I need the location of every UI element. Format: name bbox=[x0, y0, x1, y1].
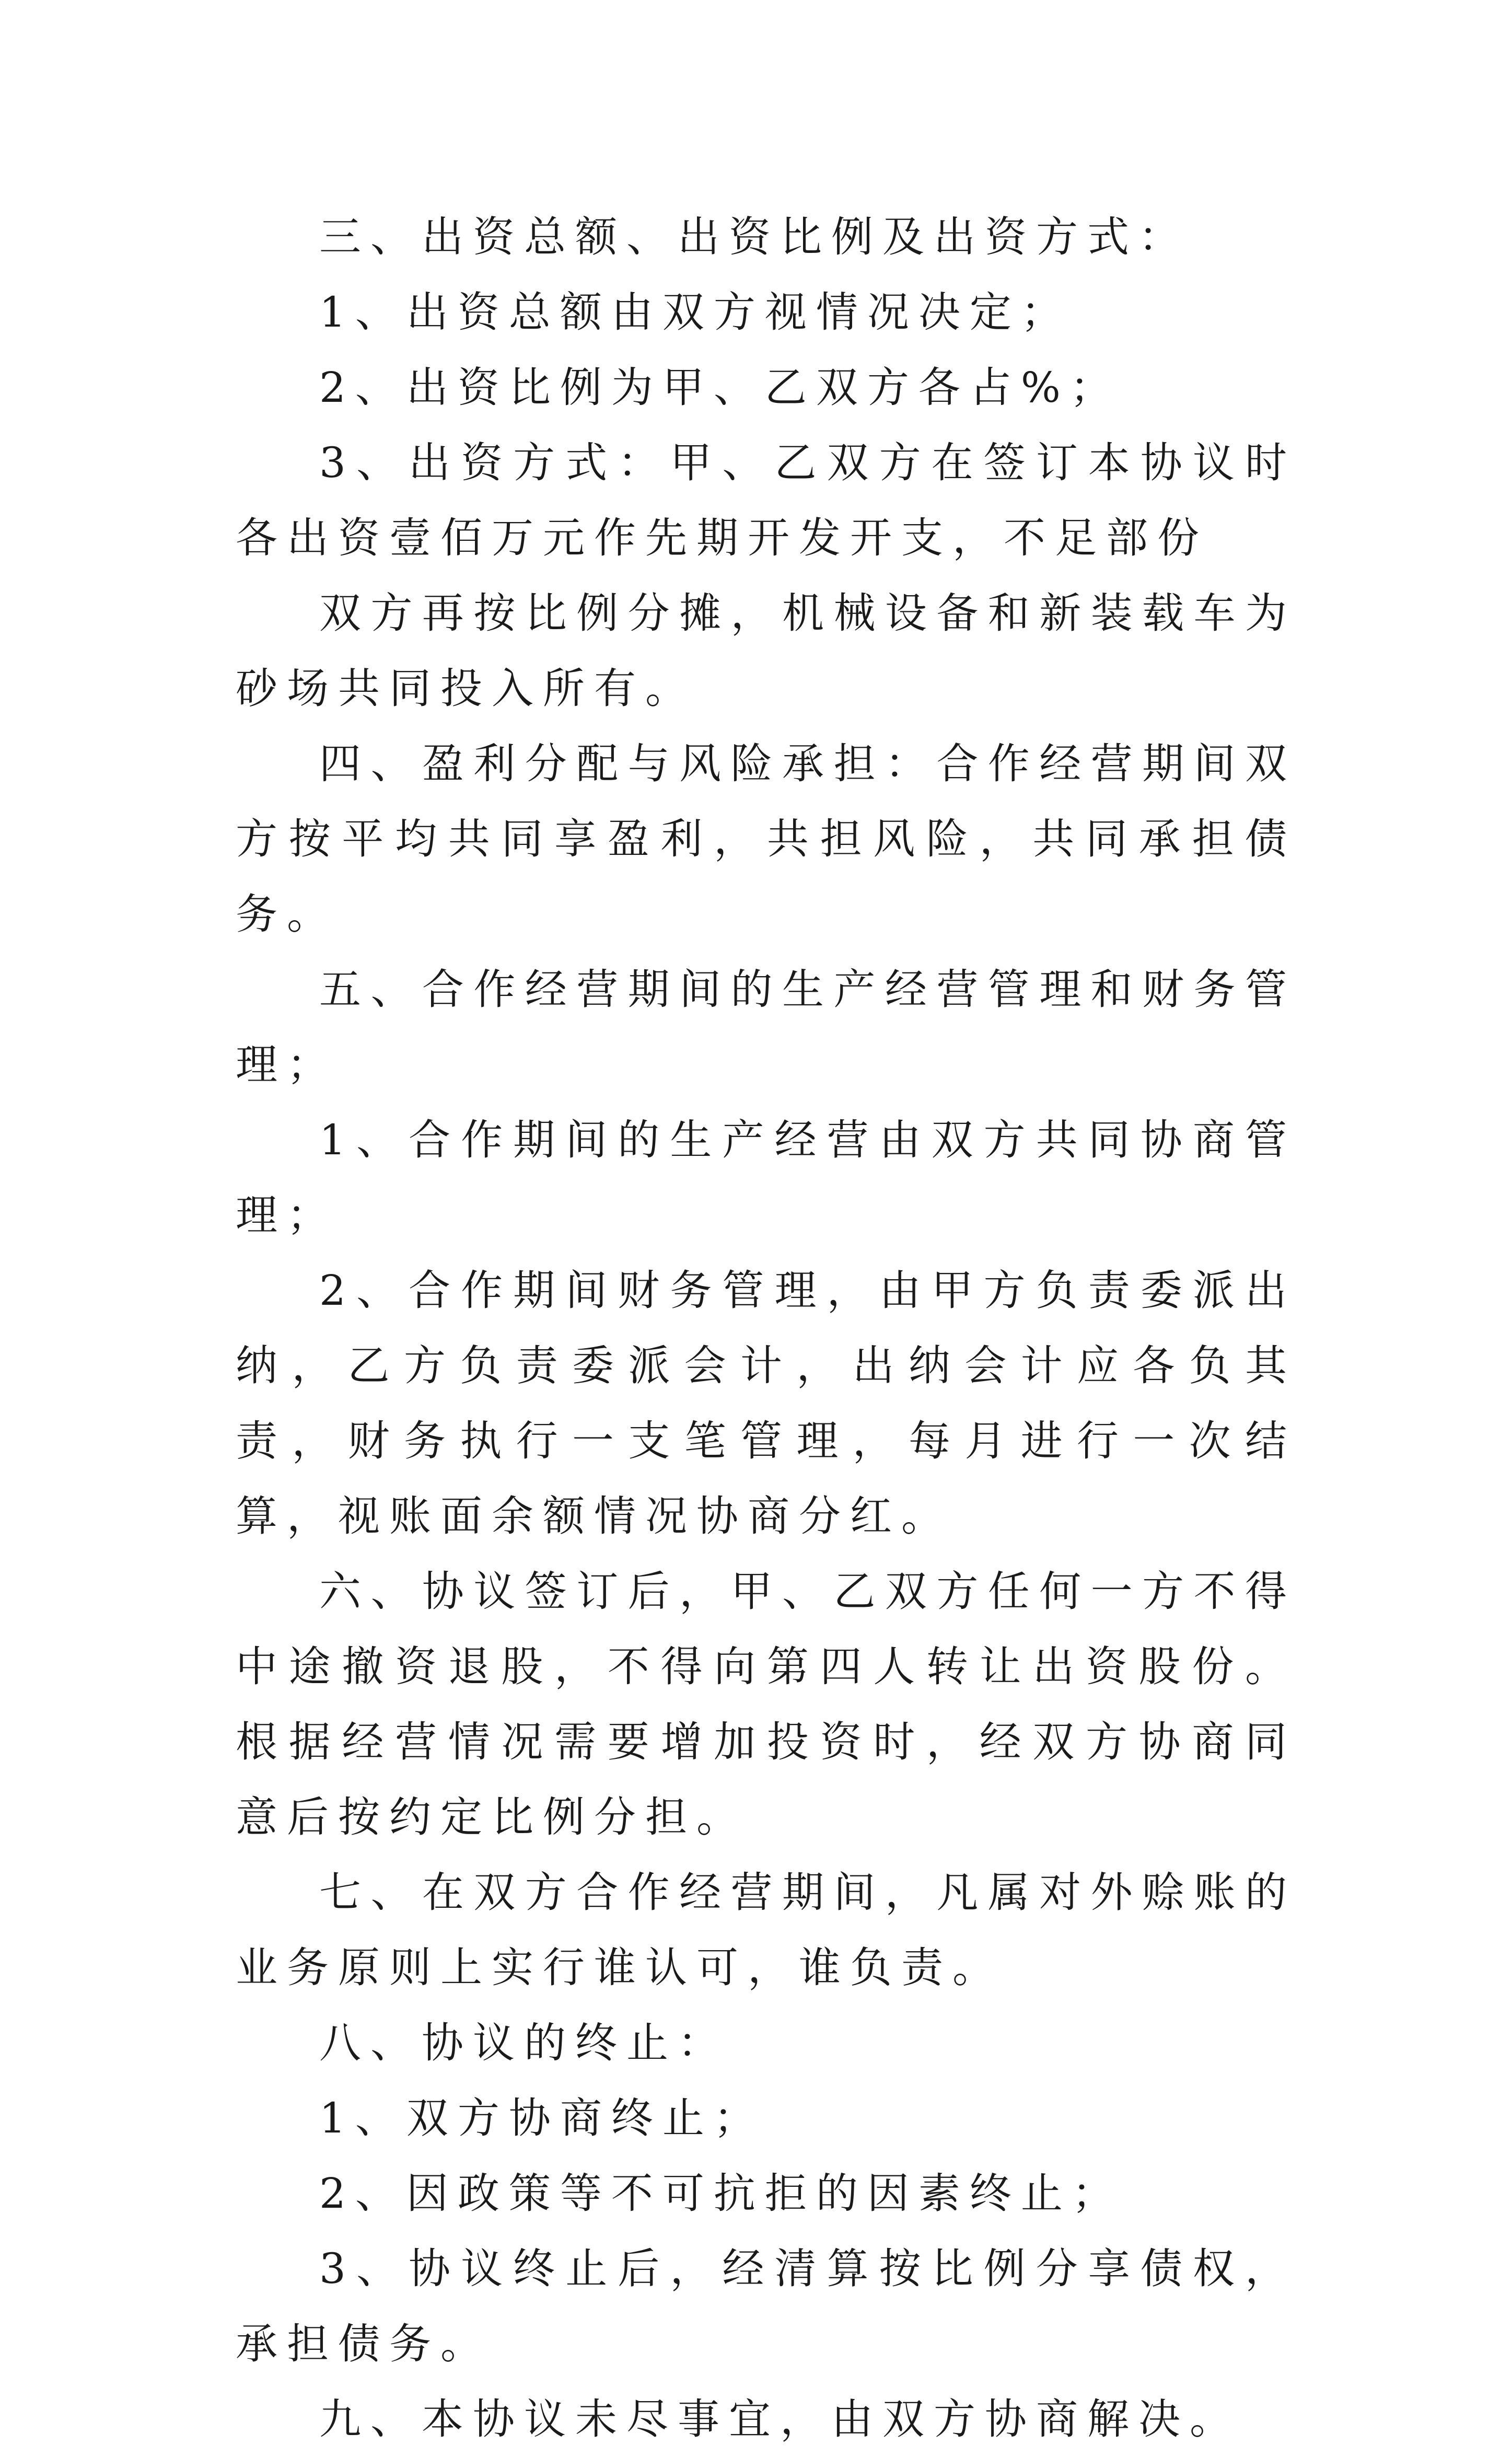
paragraph-section-8-item-3: 3、协议终止后，经清算按比例分享债权，承担债务。 bbox=[236, 2244, 1296, 2368]
paragraph-section-8-item-1: 1、双方协商终止； bbox=[319, 2094, 765, 2142]
paragraph-section-8-item-2: 2、因政策等不可抗拒的因素终止； bbox=[319, 2169, 1123, 2218]
paragraph-section-4: 四、盈利分配与风险承担：合作经营期间双方按平均共同享盈利，共担风险，共同承担债务。 bbox=[236, 739, 1296, 938]
paragraph-section-3-item-3-continued: 双方再按比例分摊，机械设备和新装载车为砂场共同投入所有。 bbox=[236, 589, 1296, 713]
document-body bbox=[236, 200, 1296, 2457]
paragraph-section-7: 七、在双方合作经营期间，凡属对外赊账的业务原则上实行谁认可，谁负责。 bbox=[236, 1868, 1296, 1992]
paragraph-section-6: 六、协议签订后，甲、乙双方任何一方不得中途撤资退股，不得向第四人转让出资股份。根据经营情况需要增加投资时，经双方协商同意后按约定比例分担。 bbox=[236, 1567, 1296, 1841]
paragraph-section-9: 九、本协议未尽事宜，由双方协商解决。 bbox=[319, 2395, 1241, 2443]
paragraph-section-5-item-1: 1、合作期间的生产经营由双方共同协商管理； bbox=[236, 1116, 1296, 1239]
paragraph-section-3-item-2: 2、出资比例为甲、乙双方各占%； bbox=[319, 363, 1121, 412]
paragraph-section-5-item-2: 2、合作期间财务管理，由甲方负责委派出纳，乙方负责委派会计，出纳会计应各负其责，财务执行一支笔管理，每月进行一次结算，视账面余额情况协商分红。 bbox=[236, 1266, 1296, 1540]
paragraph-section-8-heading: 八、协议的终止： bbox=[319, 2019, 729, 2067]
paragraph-section-5-heading: 五、合作经营期间的生产经营管理和财务管理； bbox=[236, 965, 1296, 1089]
paragraph-section-3-item-1: 1、出资总额由双方视情况决定； bbox=[319, 288, 1072, 337]
paragraph-section-3-item-3: 3、出资方式：甲、乙双方在签订本协议时各出资壹佰万元作先期开发开支，不足部份 bbox=[236, 438, 1296, 562]
paragraph-section-3-heading: 三、出资总额、出资比例及出资方式： bbox=[319, 213, 1190, 261]
